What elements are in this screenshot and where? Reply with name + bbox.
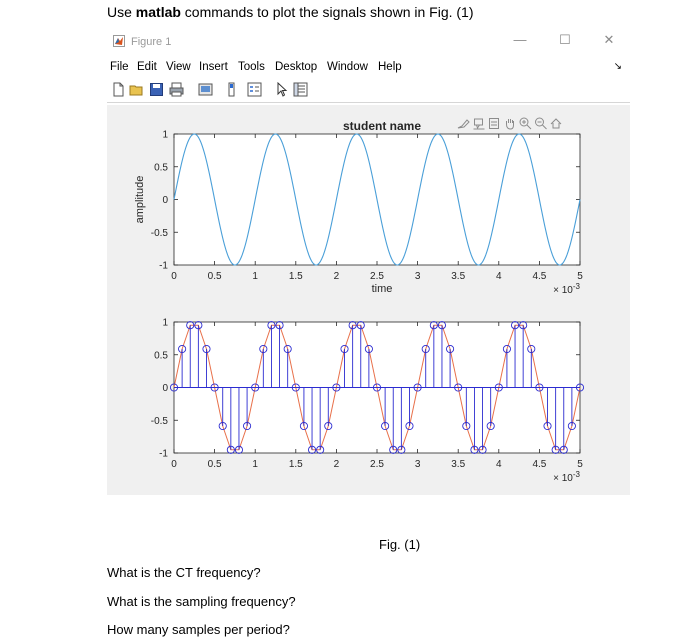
chart2-xtick-label: 4.5	[532, 459, 547, 470]
chart1-xtick-label: 3	[414, 271, 421, 282]
chart1-xtick-label: 4	[496, 271, 502, 282]
chart2-x-multiplier: × $10^{-3}$	[553, 470, 580, 484]
minimize-button[interactable]: —	[513, 32, 527, 47]
chart1-ytick-label: 1	[162, 129, 168, 141]
pan-icon[interactable]	[507, 119, 514, 129]
chart2-ytick-label: 0.5	[154, 350, 168, 362]
dock-arrow-icon[interactable]: ↘	[613, 61, 622, 72]
menu-tools[interactable]: Tools	[238, 61, 265, 73]
menu-edit[interactable]: Edit	[137, 61, 157, 73]
chart2-xtick-label: 1	[252, 459, 258, 470]
chart1-xtick-label: 1.5	[288, 271, 303, 282]
link-icon[interactable]	[198, 82, 213, 97]
figure-window	[107, 28, 630, 495]
home-icon[interactable]	[551, 119, 561, 128]
chart2-xtick-label: 4	[496, 459, 502, 470]
chart2-xtick-label: 2.5	[370, 459, 384, 470]
menu-bar	[107, 59, 630, 77]
chart1-ytick-label: -1	[159, 260, 168, 272]
chart1-ytick-label: 0.5	[154, 162, 168, 174]
menu-desktop[interactable]: Desktop	[275, 61, 318, 73]
chart1-xtick-label: 4.5	[532, 271, 547, 282]
question-sampling-frequency: What is the sampling frequency?	[107, 594, 296, 609]
menu-window[interactable]: Window	[327, 61, 368, 73]
chart1-xtick-label: 2.5	[370, 271, 384, 282]
zoom-out-icon[interactable]	[536, 118, 547, 129]
chart2-ytick-label: -0.5	[150, 415, 168, 427]
chart2-ytick-label: 1	[162, 317, 168, 329]
chart1-x-multiplier: × $10^{-3}$	[553, 282, 580, 296]
legend-icon[interactable]	[247, 82, 262, 97]
print-icon[interactable]	[169, 82, 184, 97]
chart2-xtick-label: 3.5	[451, 459, 466, 470]
figure-canvas	[107, 105, 630, 495]
chart2-xtick-label: 0.5	[207, 459, 222, 470]
window-title: Figure 1	[131, 36, 172, 48]
open-file-icon[interactable]	[129, 82, 144, 97]
menu-file[interactable]: File	[110, 61, 129, 73]
chart1-xtick-label: 0.5	[207, 271, 222, 282]
chart1-ytick-label: 0	[162, 195, 168, 206]
chart1-ytick-label: -0.5	[150, 227, 168, 239]
chart1-xtick-label: 0	[171, 271, 177, 282]
menu-view[interactable]: View	[166, 61, 191, 73]
brush-icon[interactable]	[458, 120, 469, 128]
close-button[interactable]: ✕	[603, 32, 615, 47]
data-tip-icon[interactable]	[474, 119, 485, 129]
zoom-in-icon[interactable]	[520, 118, 531, 129]
chart1-xtick-label: 2	[333, 271, 340, 282]
figure-toolbar	[107, 78, 630, 103]
pointer-icon[interactable]	[274, 82, 289, 97]
chart1-xtick-label: 5	[577, 271, 583, 282]
question-samples-per-period: How many samples per period?	[107, 622, 290, 637]
chart2-xtick-label: 0	[171, 459, 177, 470]
save-icon[interactable]	[149, 82, 164, 97]
chart2-ytick-label: 0	[162, 383, 168, 394]
chart1-xtick-label: 1	[252, 271, 258, 282]
new-figure-icon[interactable]	[111, 82, 126, 97]
menu-help[interactable]: Help	[378, 61, 402, 73]
maximize-button[interactable]: ☐	[559, 32, 571, 47]
axes-toolbar	[458, 118, 561, 129]
chart2-xtick-label: 1.5	[288, 459, 303, 470]
chart1-ylabel: amplitude	[134, 175, 146, 224]
question-ct-frequency: What is the CT frequency?	[107, 565, 261, 580]
pin-icon[interactable]	[490, 119, 499, 129]
chart1-xtick-label: 3.5	[451, 271, 466, 282]
chart1-title: student name	[342, 119, 422, 133]
property-editor-icon[interactable]	[293, 82, 308, 97]
chart1-xlabel: time	[371, 283, 393, 295]
plot-area	[107, 105, 630, 495]
colorbar-icon[interactable]	[224, 82, 239, 97]
chart2-xtick-label: 2	[333, 459, 340, 470]
menu-insert[interactable]: Insert	[199, 61, 228, 73]
instruction-text: Use matlab commands to plot the signals shown in Fig. (1)	[107, 4, 474, 20]
chart2-xtick-label: 5	[577, 459, 583, 470]
window-titlebar	[107, 28, 630, 56]
chart2-ytick-label: -1	[159, 448, 168, 460]
figure-caption: Fig. (1)	[379, 537, 421, 552]
chart2-xtick-label: 3	[414, 459, 421, 470]
matlab-logo-icon	[113, 35, 125, 47]
